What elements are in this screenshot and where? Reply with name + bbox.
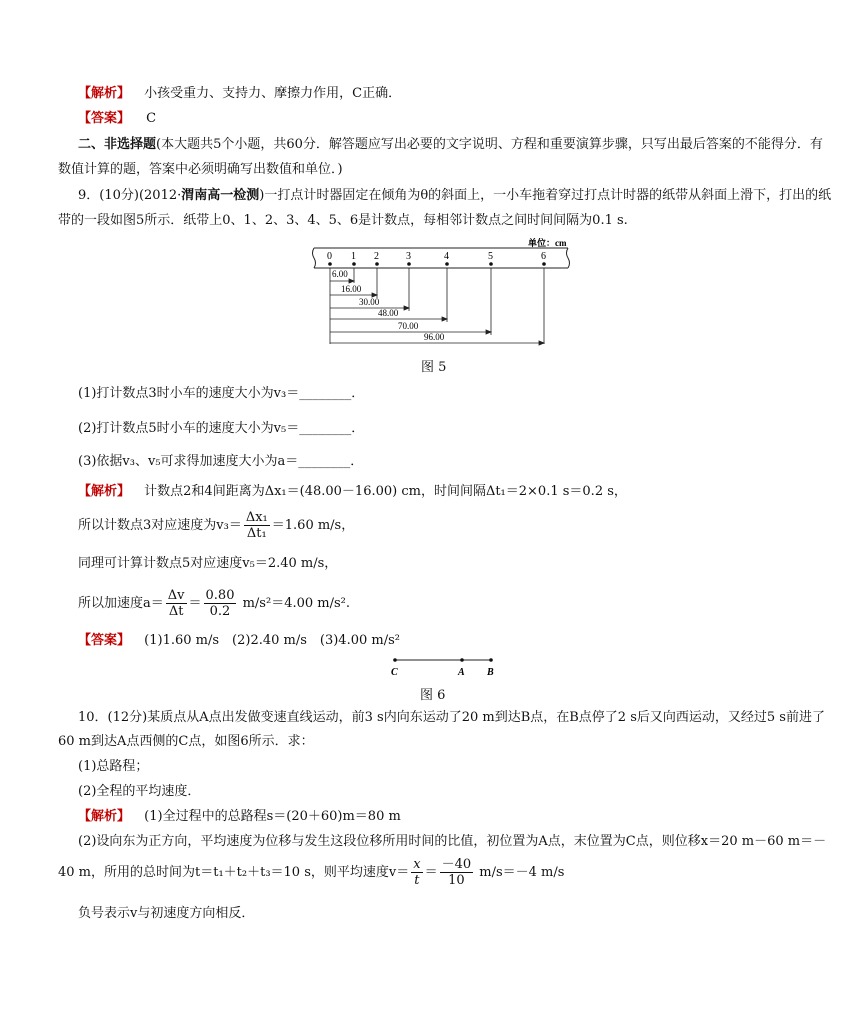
fraction: $\frac{x}{t}$	[413, 857, 421, 888]
analysis-text: m/s＝－4 m/s	[475, 865, 565, 880]
svg-text:3: 3	[406, 251, 411, 262]
q10-analysis-line2: (2)设向东为正方向，平均速度为位移与发生这段位移所用时间的比值，初位置为A点，末位置为C点，则位移x＝20 m－60 m＝－	[78, 834, 827, 849]
point-6	[541, 251, 546, 266]
svg-text:A: A	[458, 667, 465, 678]
svg-text:C: C	[391, 667, 398, 678]
svg-text:2: 2	[374, 251, 379, 262]
q9-sub2: (2)打计数点5时小车的速度大小为v₅＝________．	[78, 421, 365, 436]
unit-label: 单位：cm	[528, 238, 567, 248]
figure-5-tape-diagram	[310, 238, 580, 350]
point-4	[444, 251, 449, 266]
svg-text:6: 6	[541, 251, 546, 262]
analysis-text: 小孩受重力、支持力、摩擦力作用，C正确．	[144, 86, 402, 101]
section-heading: 二、非选择题	[78, 137, 157, 152]
answer-tag: 【答案】	[78, 633, 131, 648]
q9-analysis-line2	[78, 508, 354, 544]
q10-line2: 60 m到达A点西侧的C点，如图6所示．求：	[58, 734, 314, 749]
q9-line1	[78, 187, 831, 205]
analysis-text: ＝1.60 m/s，	[271, 518, 355, 533]
point-0	[327, 251, 332, 266]
answer-tag: 【答案】	[78, 111, 131, 126]
svg-text:4: 4	[444, 251, 449, 262]
q9-answer-line	[78, 632, 400, 650]
analysis-text: (1)全过程中的总路程s＝(20＋60)m＝80 m	[144, 809, 401, 824]
distance-label: 16.00	[341, 284, 362, 294]
analysis-text: 40 m，所用的总时间为t＝t₁＋t₂＋t₃＝10 s，则平均速度v＝	[58, 865, 410, 880]
q10-line1: 10．(12分)某质点从A点出发做变速直线运动，前3 s内向东运动了20 m到达B点，在B点停了2 s后又向西运动，又经过5 s前进了	[78, 710, 825, 725]
svg-text:5: 5	[488, 251, 493, 262]
point-b	[486, 658, 494, 678]
point-c	[391, 658, 398, 678]
answer-text: C	[146, 111, 157, 126]
distance-label: 48.00	[378, 308, 399, 318]
analysis-text: 所以加速度a＝	[78, 596, 164, 611]
q9-prefix: 9．(10分)(2012·	[78, 188, 182, 203]
point-1	[351, 251, 356, 266]
q9-sub3: (3)依据v₃、v₅可求得加速度大小为a＝________．	[78, 454, 364, 469]
figure-6-caption: 图 6	[420, 688, 446, 703]
fraction: $\frac{\Delta v}{\Delta t}$	[167, 588, 185, 619]
answer-line	[78, 110, 156, 128]
analysis-line	[78, 85, 401, 103]
q9-text1: )一打点计时器固定在倾角为θ的斜面上，一小车拖着穿过打点计时器的纸带从斜面上滑下，打出的纸	[259, 188, 832, 203]
point-a	[457, 658, 465, 678]
q10-analysis-line1	[78, 808, 401, 826]
q10-analysis-line3: 40 m，所用的总时间为t＝t₁＋t₂＋t₃＝10 s，则平均速度v＝ $\frac{x}{t}$ ＝ $\frac{-40}{10}$ m/s＝－4 m/s	[58, 857, 565, 888]
q9-source: 渭南高一检测	[181, 188, 260, 203]
q10-sub1: (1)总路程；	[78, 759, 149, 774]
analysis-text: m/s²＝4.00 m/s².	[238, 596, 350, 611]
point-5	[488, 251, 493, 266]
svg-text:B: B	[487, 667, 494, 678]
q9-sub1: (1)打计数点3时小车的速度大小为v₃＝________．	[78, 386, 365, 401]
answer-text: (1)1.60 m/s (2)2.40 m/s (3)4.00 m/s²	[144, 633, 400, 648]
section-instructions: (本大题共5个小题，共60分．解答题应写出必要的文字说明、方程和重要演算步骤，只写出最后答案的不能得分．有	[156, 137, 823, 152]
q10-analysis-line4: 负号表示v与初速度方向相反．	[78, 906, 255, 921]
section-instructions-cont: 数值计算的题，答案中必须明确写出数值和单位．)	[58, 162, 343, 177]
fraction: $\frac{0.80}{0.2}$	[205, 588, 235, 619]
figure-6-line-diagram	[385, 652, 501, 678]
q9-analysis-line1	[78, 483, 627, 501]
q10-sub2: (2)全程的平均速度．	[78, 784, 201, 799]
svg-text:1: 1	[351, 251, 356, 262]
point-3	[406, 251, 411, 266]
distance-label: 70.00	[398, 321, 419, 331]
distance-label: 30.00	[359, 297, 380, 307]
distance-label: 6.00	[332, 269, 348, 279]
distance-label: 96.00	[424, 332, 445, 342]
fraction: $\frac{\text{Δx₁}}{\text{Δt₁}}$	[245, 510, 268, 541]
figure-5-caption: 图 5	[421, 360, 447, 375]
q9-line2: 带的一段如图5所示．纸带上0、1、2、3、4、5、6是计数点，每相邻计数点之间时间间隔为0.1 s.	[58, 213, 628, 228]
point-2	[374, 251, 379, 266]
q9-analysis-line3: 同理可计算计数点5对应速度v₅＝2.40 m/s，	[78, 556, 338, 571]
analysis-text: 所以计数点3对应速度为v₃＝	[78, 518, 242, 533]
svg-text:0: 0	[327, 251, 332, 262]
analysis-tag: 【解析】	[78, 809, 131, 824]
analysis-tag: 【解析】	[78, 484, 131, 499]
fraction: $\frac{-40}{10}$	[441, 857, 472, 888]
analysis-tag: 【解析】	[78, 86, 131, 101]
analysis-text: 计数点2和4间距离为Δx₁＝(48.00－16.00) cm，时间间隔Δt₁＝2×0.1 s＝0.2 s，	[144, 484, 627, 499]
q9-analysis-line4: 所以加速度a＝ $\frac{\Delta v}{\Delta t}$ ＝ $\frac{0.80}{0.2}$ m/s²＝4.00 m/s².	[78, 588, 350, 619]
section-heading-line	[78, 136, 823, 154]
